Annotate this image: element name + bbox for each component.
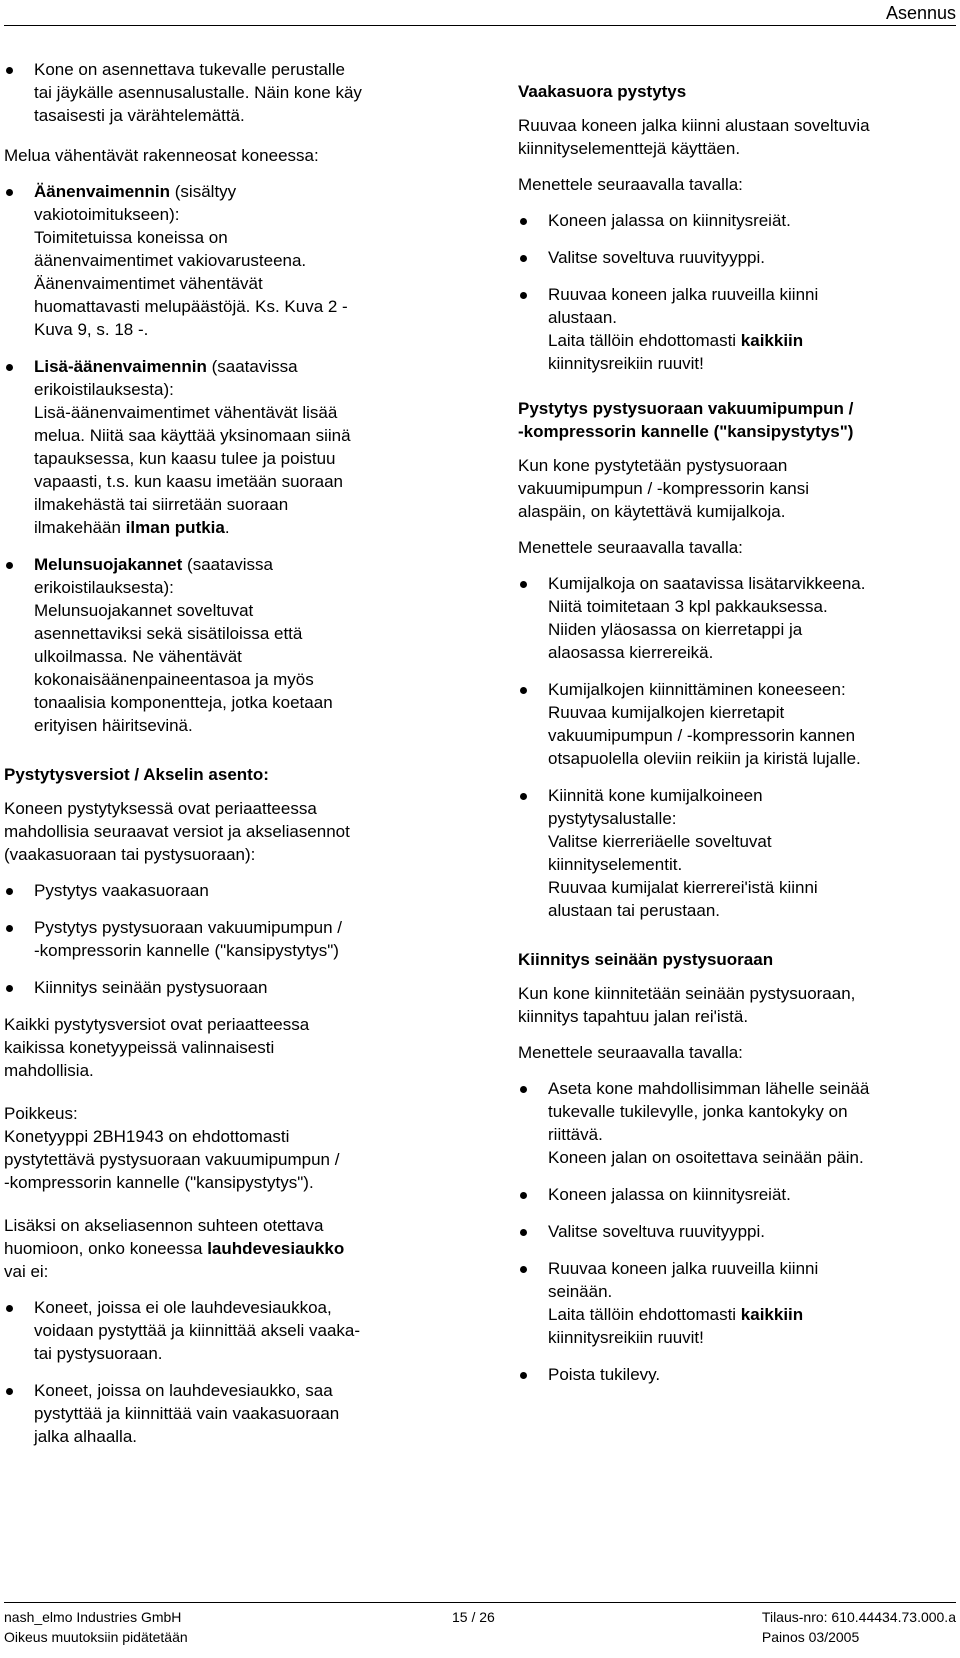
- horizontal-intro: Ruuvaa koneen jalka kiinni alustaan soveltuvia kiinnityselementtejä käyttäen.: [518, 116, 870, 158]
- versions-note: Kaikki pystytysversiot ovat periaatteessa kaikissa konetyypeissä valinnaisesti mahdollisia.: [4, 1015, 310, 1080]
- edition: Painos 03/2005: [761, 1629, 860, 1645]
- footer-left: [4, 1607, 188, 1647]
- noise-heading: Melua vähentävät rakenneosat koneessa:: [4, 146, 319, 165]
- order-number: Tilaus-nro: 610.44434.73.000.a: [761, 1609, 956, 1625]
- exception-note: Poikkeus: Konetyyppi 2BH1943 on ehdottomasti pystytettävä pystysuoraan vakuumipumpun / -kompressorin kannelle ("kansipystytys").: [4, 1104, 340, 1192]
- vertical-intro: Kun kone pystytetään pystysuoraan vakuumipumpun / -kompressorin kansi alaspäin, on käytettävä kumijalkoja.: [518, 456, 810, 521]
- list-item: Koneen jalassa on kiinnitysreiät.: [518, 1183, 948, 1206]
- proceed-label: Menettele seuraavalla tavalla:: [518, 175, 743, 194]
- horizontal-heading: Vaakasuora pystytys: [518, 82, 687, 101]
- list-item: Kiinnitä kone kumijalkoineen pystytysalustalle: Valitse kierreriäelle soveltuvat kiinnityselementit. Ruuvaa kumijalat kierrerei'istä kiinni alustaan tai perustaan.: [518, 784, 948, 922]
- wall-intro: Kun kone kiinnitetään seinään pystysuoraan, kiinnitys tapahtuu jalan rei'istä.: [518, 984, 856, 1026]
- shaft-intro: Lisäksi on akseliasennon suhteen otettava huomioon, onko koneessa lauhdevesiaukko vai ei:: [4, 1216, 345, 1281]
- versions-heading: Pystytysversiot / Akselin asento:: [4, 765, 269, 784]
- footer-right: [762, 1607, 956, 1647]
- list-item: Pystytys vaakasuoraan: [4, 879, 444, 902]
- list-item: Pystytys pystysuoraan vakuumipumpun / -kompressorin kannelle ("kansipystytys"): [4, 916, 444, 962]
- section-title: Asennus: [885, 3, 956, 23]
- header-divider: [4, 25, 956, 26]
- rights-note: Oikeus muutoksiin pidätetään: [4, 1629, 188, 1645]
- list-item: Kumijalkoja on saatavissa lisätarvikkeena. Niitä toimitetaan 3 kpl pakkauksessa. Niiden yläosassa on kierretappi ja alaosassa kierrereikä.: [518, 572, 948, 664]
- list-item: Valitse soveltuva ruuvityyppi.: [518, 1220, 948, 1243]
- list-item: Ruuvaa koneen jalka ruuveilla kiinni alustaan. Laita tällöin ehdottomasti kaikkiin kiinnitysreikiin ruuvit!: [518, 283, 948, 375]
- list-item: Lisä-äänenvaimennin (saatavissa erikoistilauksesta): Lisä-äänenvaimentimet vähentävät lisää melua. Niitä saa käyttää yksinomaan siinä tapauksessa, kun kaasu tulee ja poistuu vapaasti, t.s. kun kaasu imetään suoraan ilmakehästä tai siirretään suoraan ilmakehään ilman putkia.: [4, 355, 444, 539]
- list-item: Melunsuojakannet (saatavissa erikoistilauksesta): Melunsuojakannet soveltuvat asennettaviksi sekä sisätiloissa että ulkoilmassa. Ne vähentävät kokonaisäänenpaineentasoa ja myös tonaalisia komponentteja, jotka koetaan erityisen häiritsevinä.: [4, 553, 444, 737]
- list-item: Aseta kone mahdollisimman lähelle seinää tukevalle tukilevylle, jonka kantokyky on riittävä. Koneen jalan on osoitettava seinään päin.: [518, 1077, 948, 1169]
- list-item: Kiinnitys seinään pystysuoraan: [4, 976, 444, 999]
- left-column: [4, 58, 444, 1462]
- list-item: Koneet, joissa ei ole lauhdevesiaukkoa, voidaan pystyttää ja kiinnittää akseli vaaka- tai pystysuoraan.: [4, 1296, 444, 1365]
- list-item: Koneet, joissa on lauhdevesiaukko, saa pystyttää ja kiinnittää vain vaakasuoraan jalka alhaalla.: [4, 1379, 444, 1448]
- right-column: [518, 80, 948, 1400]
- vertical-heading: Pystytys pystysuoraan vakuumipumpun / -kompressorin kannelle ("kansipystytys"): [518, 399, 854, 441]
- wall-heading: Kiinnitys seinään pystysuoraan: [518, 950, 774, 969]
- list-item: Kone on asennettava tukevalle perustalle tai jäykälle asennusalustalle. Näin kone käy tasaisesti ja värähtelemättä.: [4, 58, 444, 127]
- list-item: Valitse soveltuva ruuvityyppi.: [518, 246, 948, 269]
- list-item: Poista tukilevy.: [518, 1363, 948, 1386]
- proceed-label: Menettele seuraavalla tavalla:: [518, 538, 743, 557]
- versions-intro: Koneen pystytyksessä ovat periaatteessa mahdollisia seuraavat versiot ja akseliasennot (vaakasuoraan tai pystysuoraan):: [4, 799, 350, 864]
- list-item: Koneen jalassa on kiinnitysreiät.: [518, 209, 948, 232]
- list-item: Äänenvaimennin (sisältyy vakiotoimitukseen): Toimitetuissa koneissa on äänenvaimentimet vakiovarusteena. Äänenvaimentimet vähentävät huomattavasti melupäästöjä. Ks. Kuva 2 - Kuva 9, s. 18 -.: [4, 180, 444, 341]
- footer-divider: [4, 1602, 956, 1603]
- list-item: Ruuvaa koneen jalka ruuveilla kiinni seinään. Laita tällöin ehdottomasti kaikkiin kiinnitysreikiin ruuvit!: [518, 1257, 948, 1349]
- list-item: Kumijalkojen kiinnittäminen koneeseen: Ruuvaa kumijalkojen kierretapit vakuumipumpun / -kompressorin kannen otsapuolella oleviin reikiin ja kiristä lujalle.: [518, 678, 948, 770]
- company-name: nash_elmo Industries GmbH: [4, 1609, 182, 1625]
- page-number: 15 / 26: [452, 1609, 495, 1625]
- proceed-label: Menettele seuraavalla tavalla:: [518, 1043, 743, 1062]
